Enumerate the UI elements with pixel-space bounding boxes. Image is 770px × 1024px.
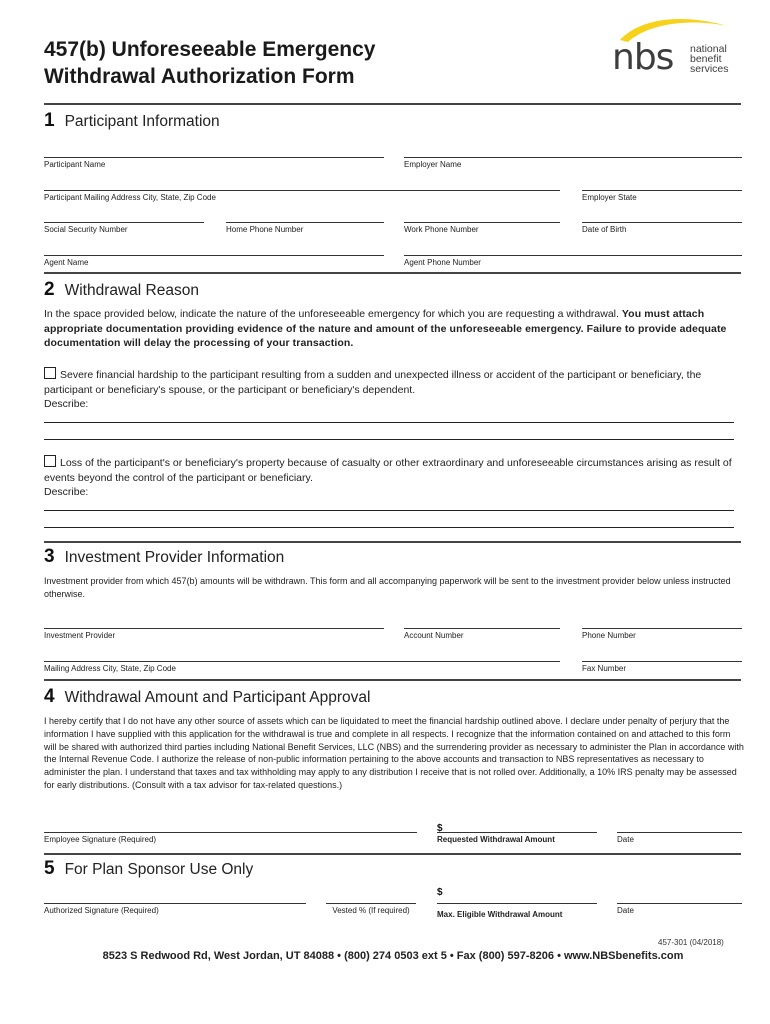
section-number: 5 [44, 858, 55, 879]
describe-label: Describe: [44, 486, 89, 498]
intro-text: In the space provided below, indicate the nature of the unforeseeable emergency for which you are requesting a withdrawal. [44, 308, 619, 320]
authorized-signature-field[interactable]: Authorized Signature (Required) [44, 903, 306, 915]
form-title-line1: 457(b) Unforeseeable Emergency [44, 38, 376, 61]
logo-sub-line: services [690, 63, 729, 75]
employer-state-field[interactable]: Employer State [582, 190, 742, 202]
describe-label: Describe: [44, 398, 89, 410]
requested-amount-field[interactable]: Requested Withdrawal Amount [437, 832, 597, 844]
section-title: Participant Information [64, 113, 220, 130]
mailing-address-field[interactable]: Participant Mailing Address City, State, Zip Code [44, 190, 560, 202]
logo-subtitle [690, 44, 729, 74]
section-number: 3 [44, 546, 55, 567]
section3-header [44, 546, 284, 568]
employer-name-field[interactable]: Employer Name [404, 157, 742, 169]
hardship-option-text: Severe financial hardship to the participant resulting from a sudden and unexpected illness or accident of the participant or beneficiary, the participant or beneficiary's spouse, or the participant or beneficiary's dependent. [44, 369, 702, 396]
provider-mailing-address-field[interactable]: Mailing Address City, State, Zip Code [44, 661, 560, 673]
certification-text: I hereby certify that I do not have any other source of assets which can be liquidated to meet the financial hardship outlined above. I declare under penalty of perjury that the information I have supplied with this application for the withdrawal is true and complete in all respects. I recognize that the information contained on and attached to this form will be shared with authorized third parties including National Benefit Services, LLC (NBS) and the surrendering provider as necessary to administer the Plan in accordance with the Internal Revenue Code. I authorize the release of non-public information pertaining to the above accounts and transaction to NBS representatives as necessary to administer the plan. I understand that taxes and tax withholding may apply to any distribution I receive that is not rolled over. Additionally, a 10% IRS penalty may be assessed for early distributions. (Consult with a tax advisor for tax-related questions.) [44, 716, 744, 790]
hardship-checkbox[interactable] [44, 367, 56, 379]
describe-line[interactable] [44, 527, 734, 528]
section-title: For Plan Sponsor Use Only [64, 861, 254, 878]
logo-sub-line: benefit [690, 53, 722, 65]
ssn-field[interactable]: Social Security Number [44, 222, 204, 234]
intro-bold-text: You must attach appropriate documentation providing evidence of the nature and amount of the unforeseeable emergency. Failure to provide adequate documentation will delay the processing of your transaction. [44, 308, 727, 349]
fax-number-field[interactable]: Fax Number [582, 661, 742, 673]
account-number-field[interactable]: Account Number [404, 628, 560, 640]
employee-signature-field[interactable]: Employee Signature (Required) [44, 832, 417, 844]
section4-header [44, 686, 370, 708]
section5-header [44, 858, 253, 880]
describe-line[interactable] [44, 439, 734, 440]
hardship-option [44, 367, 744, 412]
section2-header [44, 279, 199, 301]
investment-provider-intro: Investment provider from which 457(b) amounts will be withdrawn. This form and all accompanying paperwork will be sent to the investment provider below unless instructed otherwise. [44, 576, 731, 599]
section-number: 1 [44, 110, 55, 131]
section-title: Withdrawal Reason [64, 282, 199, 299]
form-title [44, 36, 375, 90]
describe-line[interactable] [44, 510, 734, 511]
footer-address: 8523 S Redwood Rd, West Jordan, UT 84088 • (800) 274 0503 ext 5 • Fax (800) 597-8206 • www.NBSbenefits.com [102, 950, 684, 962]
section-divider [44, 103, 741, 105]
section-number: 4 [44, 686, 55, 707]
property-loss-option [44, 455, 744, 500]
dollar-sign: $ [437, 887, 443, 898]
sponsor-date-field[interactable]: Date [617, 903, 742, 915]
section-title: Withdrawal Amount and Participant Approval [64, 689, 371, 706]
withdrawal-reason-intro [44, 307, 744, 351]
property-loss-checkbox[interactable] [44, 455, 56, 467]
section-divider [44, 541, 741, 543]
home-phone-field[interactable]: Home Phone Number [226, 222, 384, 234]
max-amount-field[interactable]: Max. Eligible Withdrawal Amount [437, 903, 597, 919]
section-divider [44, 679, 741, 681]
employee-date-field[interactable]: Date [617, 832, 742, 844]
form-title-line2: Withdrawal Authorization Form [44, 65, 355, 88]
section-number: 2 [44, 279, 55, 300]
section-title: Investment Provider Information [64, 549, 285, 566]
work-phone-field[interactable]: Work Phone Number [404, 222, 560, 234]
dob-field[interactable]: Date of Birth [582, 222, 742, 234]
logo-sub-line: national [690, 43, 727, 55]
agent-phone-field[interactable]: Agent Phone Number [404, 255, 742, 267]
property-loss-option-text: Loss of the participant's or beneficiary's property because of casualty or other extraordinary and unforeseeable circumstances arising as result of events beyond the control of the participant or beneficiary. [44, 457, 732, 484]
dollar-sign: $ [437, 823, 443, 834]
participant-name-field[interactable]: Participant Name [44, 157, 384, 169]
section-divider [44, 853, 741, 855]
describe-line[interactable] [44, 422, 734, 423]
vested-percent-field[interactable]: Vested % (If required) [326, 903, 416, 915]
nbs-logo [612, 14, 738, 78]
investment-provider-field[interactable]: Investment Provider [44, 628, 384, 640]
section-divider [44, 272, 741, 274]
agent-name-field[interactable]: Agent Name [44, 255, 384, 267]
form-number: 457-301 (04/2018) [658, 938, 724, 947]
logo-wordmark: nbs [612, 37, 674, 78]
phone-number-field[interactable]: Phone Number [582, 628, 742, 640]
section1-header [44, 110, 220, 132]
